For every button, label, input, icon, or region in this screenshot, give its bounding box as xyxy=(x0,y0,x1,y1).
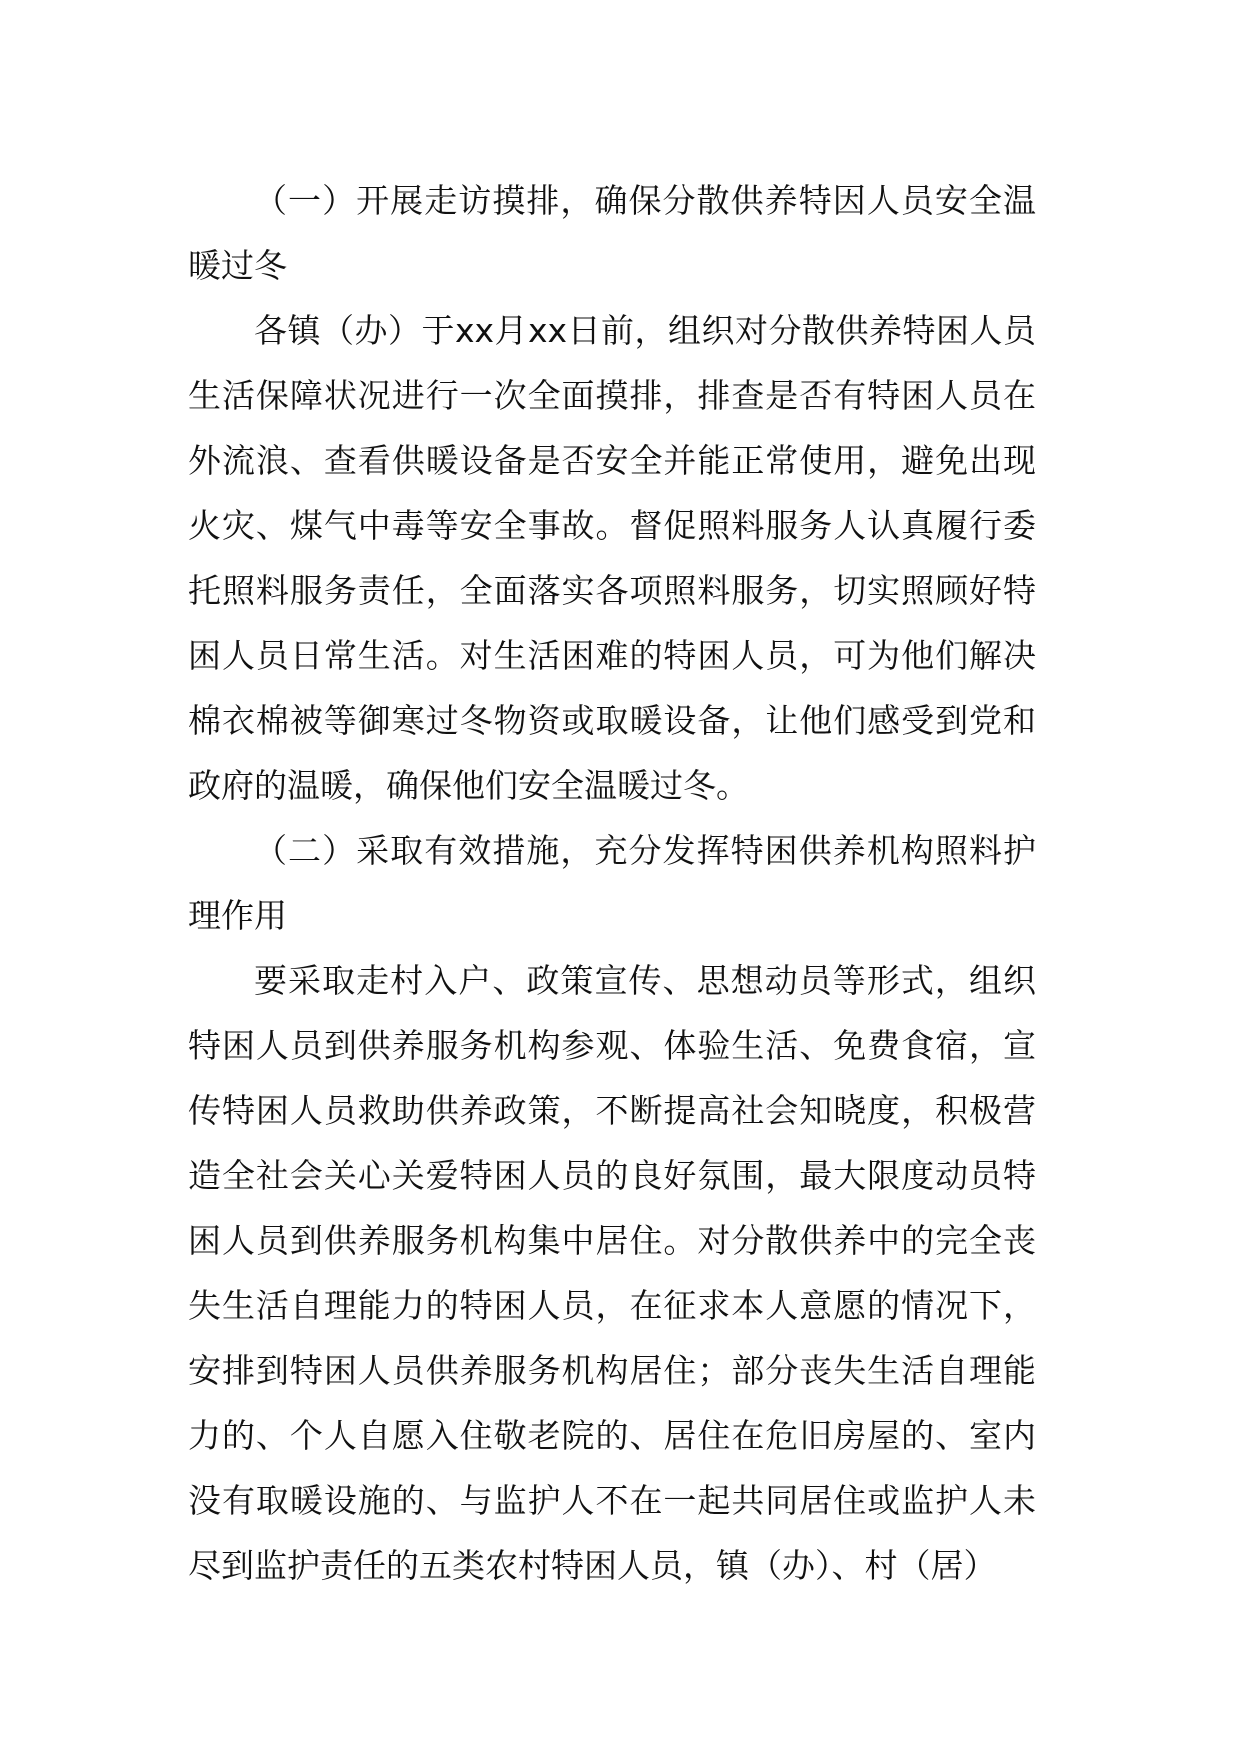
body-paragraph-2: 要采取走村入户、政策宣传、思想动员等形式，组织特困人员到供养服务机构参观、体验生活、免费食宿，宣传特困人员救助供养政策，不断提高社会知晓度，积极营造全社会关心关爱特困人员的良好氛围，最大限度动员特困人员到供养服务机构集中居住。对分散供养中的完全丧失生活自理能力的特困人员，在征求本人意愿的情况下，安排到特困人员供养服务机构居住；部分丧失生活自理能力的、个人自愿入住敬老院的、居住在危旧房屋的、室内没有取暖设施的、与监护人不在一起共同居住或监护人未尽到监护责任的五类农村特困人员，镇（办）、村（居） xyxy=(188,961,1036,1585)
document-body xyxy=(188,168,1036,1598)
body-paragraph-1: 各镇（办）于xx月xx日前，组织对分散供养特困人员生活保障状况进行一次全面摸排，排查是否有特困人员在外流浪、查看供暖设备是否安全并能正常使用，避免出现火灾、煤气中毒等安全事故。督促照料服务人认真履行委托照料服务责任，全面落实各项照料服务，切实照顾好特困人员日常生活。对生活困难的特困人员，可为他们解决棉衣棉被等御寒过冬物资或取暖设备，让他们感受到党和政府的温暖，确保他们安全温暖过冬。 xyxy=(188,311,1036,805)
section-heading-1: （一）开展走访摸排，确保分散供养特因人员安全温暖过冬 xyxy=(188,181,1036,285)
section-heading-2: （二）采取有效措施，充分发挥特困供养机构照料护理作用 xyxy=(188,831,1036,935)
